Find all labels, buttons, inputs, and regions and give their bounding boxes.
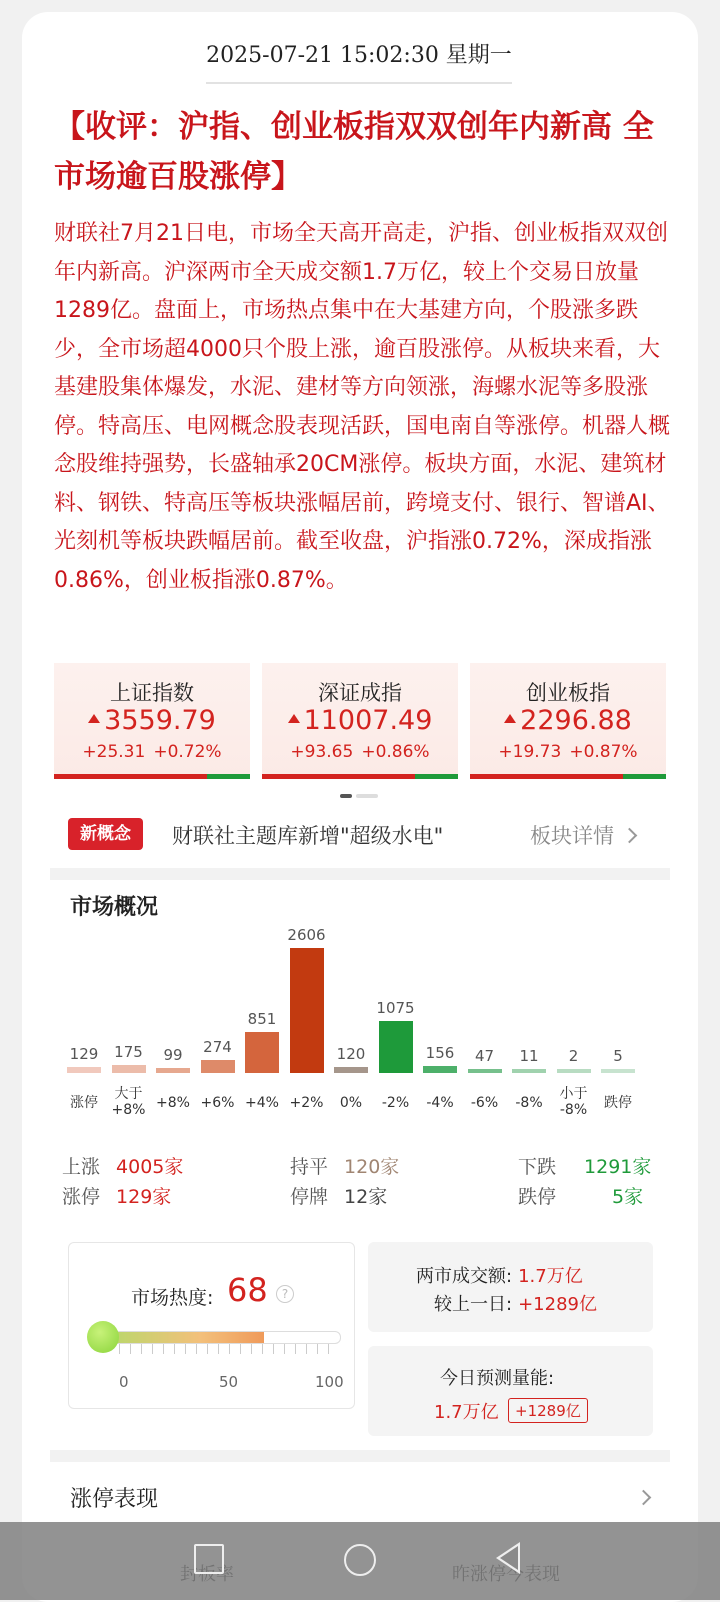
chart-category-label: +8%: [156, 1095, 190, 1111]
heat-label: 市场热度:: [131, 1287, 214, 1309]
index-name: 上证指数: [110, 681, 194, 705]
chart-category-label: 小于 -8%: [559, 1086, 588, 1118]
chart-value-label: 175: [114, 1042, 143, 1061]
back-icon[interactable]: [496, 1542, 520, 1574]
home-icon[interactable]: [344, 1544, 376, 1576]
index-price: 11007.49: [262, 705, 458, 736]
section-divider: [50, 1450, 670, 1462]
chart-category-label: +6%: [200, 1095, 235, 1111]
market-heat-card: [68, 1242, 355, 1409]
index-breadth-bar: [54, 774, 250, 779]
chart-bar: [290, 948, 324, 1073]
chart-value-label: 2: [568, 1047, 579, 1065]
gauge-tick-label: 0: [119, 1373, 129, 1391]
chart-value-label: 156: [425, 1043, 455, 1062]
chart-bar: [423, 1066, 457, 1073]
gauge-tick-label: 50: [219, 1373, 239, 1391]
forecast-card: [368, 1346, 653, 1436]
stat-suspended: 停牌 12家: [290, 1186, 388, 1208]
chart-category-label: 涨停: [70, 1095, 98, 1111]
stat-flat: 持平 120家: [290, 1156, 400, 1178]
chart-value-label: 851: [247, 1010, 277, 1029]
index-name: 创业板指: [526, 681, 610, 705]
chart-value-label: 5: [613, 1047, 623, 1065]
sector-detail-link[interactable]: 板块详情: [530, 820, 635, 850]
chart-bar: [67, 1067, 101, 1073]
chart-category-label: 0%: [339, 1095, 363, 1111]
chart-bar: [557, 1069, 591, 1073]
chart-category-label: +2%: [289, 1095, 324, 1111]
market-overview-title: 市场概况: [70, 895, 159, 920]
recent-apps-icon[interactable]: [194, 1544, 224, 1574]
index-price: 3559.79: [54, 705, 250, 736]
chart-value-label: 274: [203, 1037, 232, 1056]
chart-bar: [601, 1069, 635, 1073]
index-change: +25.31 +0.72%: [82, 742, 222, 762]
index-change: +93.65 +0.86%: [290, 742, 430, 762]
chart-bar: [112, 1065, 146, 1073]
index-breadth-bar: [470, 774, 666, 779]
index-change: +19.73 +0.87%: [498, 742, 638, 762]
chart-bar: [156, 1068, 190, 1073]
section-divider: [50, 868, 670, 880]
heat-value: 68: [227, 1271, 268, 1309]
chart-bar: [245, 1032, 279, 1073]
chart-bar: [468, 1069, 502, 1073]
chart-bar: [201, 1060, 235, 1073]
chart-bar: [334, 1067, 368, 1073]
forecast-diff-badge: +1289亿: [508, 1398, 588, 1423]
turnover-prev: 较上一日: +1289亿: [434, 1294, 597, 1315]
carousel-indicator: [340, 794, 380, 798]
limit-section-title[interactable]: 涨停表现: [70, 1487, 159, 1512]
stat-down: 下跌 1291家: [518, 1156, 652, 1178]
chart-category-label: -4%: [426, 1095, 454, 1111]
chart-value-label: 120: [336, 1045, 366, 1064]
forecast-value: 1.7万亿: [434, 1402, 499, 1423]
article-datetime: 2025-07-21 15:02:30 星期一: [206, 38, 512, 84]
concept-headline[interactable]: 财联社主题库新增"超级水电": [172, 824, 444, 848]
chart-value-label: 99: [163, 1046, 183, 1065]
chart-category-label: 跌停: [604, 1095, 632, 1111]
chart-category-label: -6%: [470, 1095, 499, 1111]
gauge-knob: [87, 1321, 119, 1353]
index-card-sse[interactable]: [54, 663, 250, 779]
index-card-szse[interactable]: [262, 663, 458, 779]
system-nav-bar: [0, 1522, 720, 1600]
gauge-tick-label: 100: [315, 1373, 344, 1391]
new-concept-badge: 新概念: [68, 818, 143, 850]
distribution-chart: [62, 926, 662, 1140]
up-arrow-icon: [88, 714, 100, 723]
chart-category-label: -2%: [381, 1095, 410, 1111]
article-body: 财联社7月21日电，市场全天高开高走，沪指、创业板指双双创年内新高。沪深两市全天成交额1.7万亿，较上个交易日放量1289亿。盘面上，市场热点集中在大基建方向，个股涨多跌少，全市场超4000只个股上涨，逾百股涨停。从板块来看，大基建股集体爆发，水泥、建材等方向领涨，海螺水泥等多股涨停。特高压、电网概念股表现活跃，国电南自等涨停。机器人概念股维持强势，长盛轴承20CM涨停。板块方面，水泥、建筑材料、钢铁、特高压等板块涨幅居前，跨境支付、银行、智谱AI、光刻机等板块跌幅居前。截至收盘，沪指涨0.72%，深成指涨0.86%，创业板指涨0.87%。: [54, 221, 671, 593]
chart-value-label: 129: [69, 1044, 99, 1063]
stat-limit-down: 跌停 5家: [518, 1186, 644, 1208]
index-card-chinext[interactable]: [470, 663, 666, 779]
article-headline: 【收评：沪指、创业板指双双创年内新高 全市场逾百股涨停】: [54, 109, 654, 195]
index-name: 深证成指: [318, 681, 402, 705]
gauge-ticks: [119, 1344, 339, 1354]
heat-gauge: [103, 1331, 341, 1344]
chart-value-label: 11: [519, 1047, 539, 1065]
index-breadth-bar: [262, 774, 458, 779]
chart-category-label: 大于 +8%: [111, 1086, 146, 1118]
stat-limit-up: 涨停 129家: [62, 1186, 172, 1208]
chart-value-label: 47: [474, 1047, 495, 1065]
chart-category-label: +4%: [245, 1095, 279, 1111]
chart-bar: [379, 1021, 413, 1073]
chart-category-label: -8%: [515, 1095, 543, 1111]
forecast-label: 今日预测量能:: [440, 1368, 555, 1389]
turnover-total: 两市成交额: 1.7万亿: [416, 1266, 583, 1287]
index-price: 2296.88: [470, 705, 666, 736]
up-arrow-icon: [288, 714, 300, 723]
help-icon[interactable]: ?: [276, 1285, 294, 1303]
chevron-right-icon: [622, 828, 638, 844]
chart-bar: [512, 1069, 546, 1073]
turnover-card: [368, 1242, 653, 1332]
stat-up: 上涨 4005家: [62, 1156, 184, 1178]
up-arrow-icon: [504, 714, 516, 723]
chart-value-label: 1075: [376, 999, 415, 1018]
chart-value-label: 2606: [287, 926, 326, 944]
